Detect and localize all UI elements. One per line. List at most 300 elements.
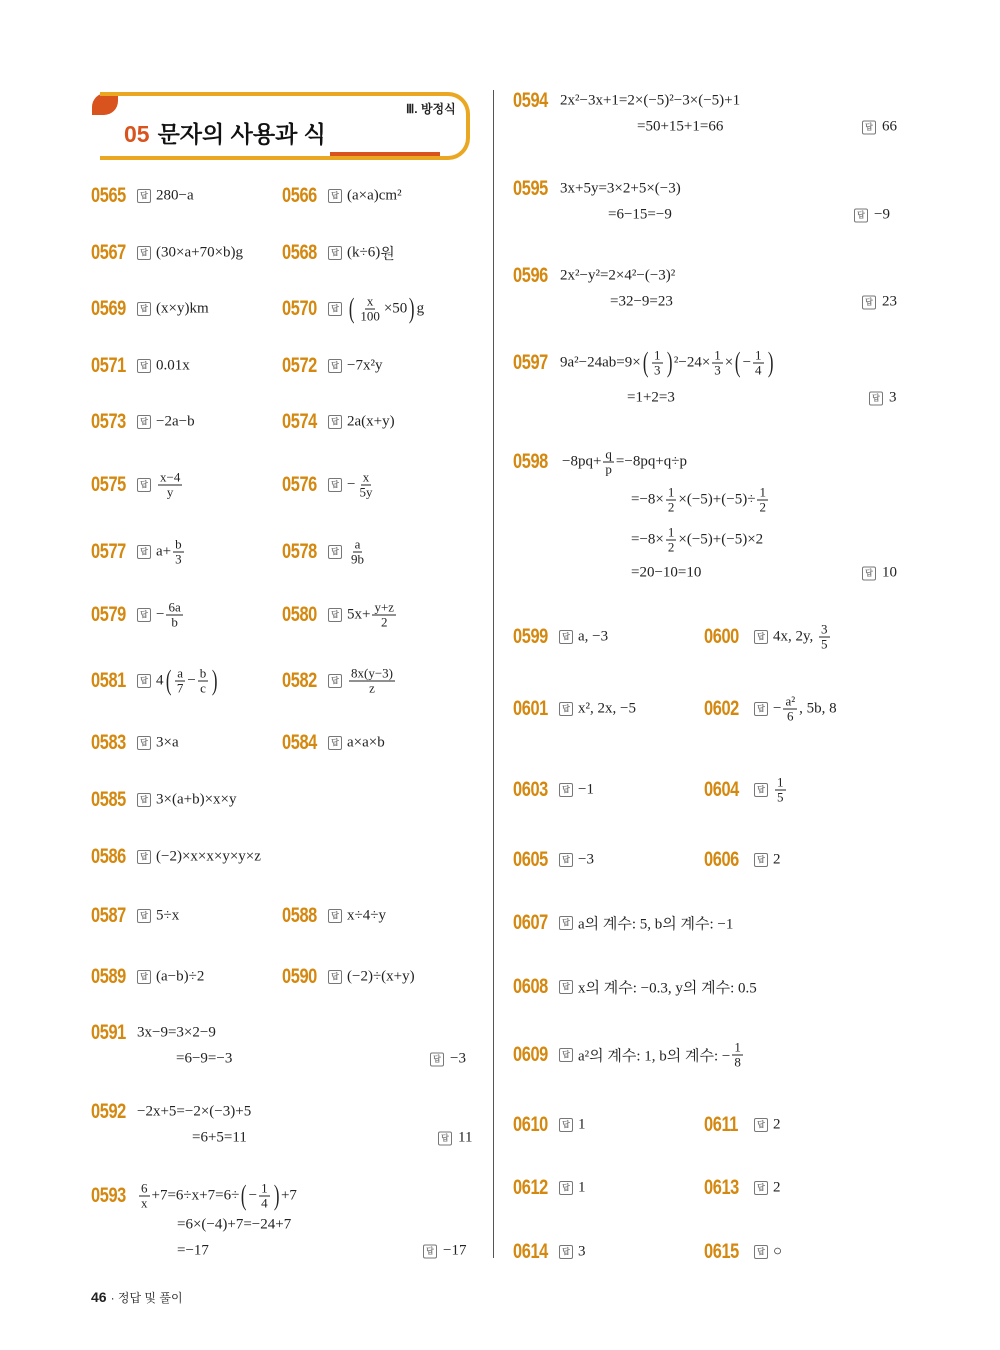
answer-mark-icon: 답 <box>137 909 151 923</box>
answer-mark-icon: 답 <box>328 359 342 373</box>
problem-number: 0570 <box>282 297 317 320</box>
answer-expression <box>347 538 368 567</box>
solution-line <box>627 390 675 407</box>
fraction-denominator: 2 <box>381 614 388 630</box>
answer-expression <box>347 295 424 324</box>
answer-expression <box>156 414 195 431</box>
answer-expression <box>773 776 788 805</box>
fraction <box>757 486 768 515</box>
answer-expression <box>347 735 385 752</box>
math-text: a, −3 <box>578 628 609 645</box>
solution-line <box>192 1130 247 1147</box>
problem-number: 0601 <box>513 697 548 720</box>
answer-mark-icon: 답 <box>137 415 151 429</box>
problem-number: 0599 <box>513 625 548 648</box>
answer-mark-icon: 답 <box>754 853 768 867</box>
problem-number: 0592 <box>91 1100 126 1123</box>
answer-mark-icon: 답 <box>438 1131 452 1145</box>
math-text: ²−24× <box>673 354 711 371</box>
fraction-numerator: x <box>362 469 370 485</box>
answer-mark-icon: 답 <box>328 415 342 429</box>
fraction <box>358 295 382 324</box>
answer-expression <box>347 601 398 630</box>
solution-line <box>610 294 673 311</box>
math-text: − <box>156 606 165 623</box>
fraction-denominator: 2 <box>759 499 766 515</box>
fraction-denominator: 5 <box>777 789 784 805</box>
math-text: a×a×b <box>347 734 385 751</box>
math-text: =6+5=11 <box>192 1129 247 1146</box>
problem-number: 0598 <box>513 450 548 473</box>
fraction-numerator: 6 <box>141 1180 148 1196</box>
fraction <box>139 1182 150 1211</box>
answer-mark-icon: 답 <box>137 189 151 203</box>
answer-mark-icon: 답 <box>137 736 151 750</box>
fraction-denominator: x <box>141 1195 148 1211</box>
answer-mark-icon: 답 <box>328 302 342 316</box>
answer-mark-icon: 답 <box>559 853 573 867</box>
fraction-numerator: 8x(y−3) <box>351 665 393 681</box>
answer-expression <box>347 188 402 205</box>
math-text: =−8× <box>631 491 664 508</box>
answer-expression <box>578 701 636 718</box>
math-text: =−8× <box>631 531 664 548</box>
solution-answer <box>423 1243 466 1260</box>
big-parenthesis: ( <box>165 665 171 696</box>
problem-number: 0576 <box>282 473 317 496</box>
problem-number: 0586 <box>91 845 126 868</box>
problem-number: 0582 <box>282 669 317 692</box>
math-text: − <box>248 1187 258 1204</box>
solution-answer <box>862 565 897 582</box>
answer-mark-icon: 답 <box>754 783 768 797</box>
math-text: 2 <box>773 1116 781 1133</box>
answer-mark-icon: 답 <box>754 702 768 716</box>
answer-expression <box>156 301 209 318</box>
math-text: x², 2x, −5 <box>578 700 636 717</box>
answer-mark-icon: 답 <box>754 630 768 644</box>
answer-mark-icon: 답 <box>559 916 573 930</box>
problem-number: 0566 <box>282 184 317 207</box>
answer-expression <box>773 1244 782 1261</box>
answer-mark-icon: 답 <box>137 850 151 864</box>
math-text: −9 <box>874 206 890 223</box>
fraction-denominator: b <box>171 614 178 630</box>
math-text: × <box>724 354 734 371</box>
fraction-denominator: 5y <box>359 484 373 500</box>
fraction-numerator: a <box>354 536 361 552</box>
fraction <box>198 667 209 696</box>
problem-number: 0590 <box>282 965 317 988</box>
answer-mark-icon: 답 <box>137 793 151 807</box>
math-text: (a×a) <box>347 187 379 204</box>
fraction-denominator: c <box>200 680 206 696</box>
fraction-denominator: 7 <box>176 680 184 696</box>
problem-number: 0569 <box>91 297 126 320</box>
math-text: 1 <box>578 1179 586 1196</box>
fraction-numerator: b <box>175 536 182 552</box>
problem-number: 0583 <box>91 731 126 754</box>
answer-expression <box>156 908 179 925</box>
math-text: −3 <box>578 851 594 868</box>
big-parenthesis: ( <box>642 347 649 378</box>
answer-mark-icon: 답 <box>137 608 151 622</box>
footer-label: · 정답 및 풀이 <box>110 1291 183 1305</box>
math-text: 2x²−y²=2×4²−(−3)² <box>560 267 676 284</box>
fraction-denominator: z <box>369 680 375 696</box>
problem-number: 0606 <box>704 848 739 871</box>
fraction <box>819 623 830 652</box>
problem-number: 0604 <box>704 778 739 801</box>
answer-expression <box>156 245 243 262</box>
fraction-denominator: 2 <box>667 539 675 555</box>
header-accent-bar <box>330 152 440 156</box>
math-text: a+ <box>156 543 172 560</box>
solution-line <box>608 207 672 224</box>
answer-mark-icon: 답 <box>423 1244 437 1258</box>
chapter-number: 05 <box>124 121 150 147</box>
problem-number: 0610 <box>513 1113 548 1136</box>
answer-mark-icon: 답 <box>862 120 876 134</box>
math-text: −8pq+ <box>562 453 602 470</box>
fraction-numerator: 6a <box>168 599 181 615</box>
fraction-numerator: 1 <box>777 774 784 790</box>
answer-expression <box>156 358 190 375</box>
math-text: a²의 계수: 1, b의 계수: − <box>578 1048 731 1065</box>
answer-mark-icon: 답 <box>328 674 342 688</box>
big-parenthesis: ) <box>212 665 218 696</box>
fraction-numerator: 1 <box>714 347 721 363</box>
solution-line <box>177 1243 209 1260</box>
fraction-numerator: a² <box>785 693 796 709</box>
fraction-numerator: y+z <box>374 599 395 615</box>
answer-expression <box>578 1244 586 1261</box>
fraction-numerator: q <box>605 446 612 462</box>
problem-number: 0608 <box>513 975 548 998</box>
answer-mark-icon: 답 <box>137 970 151 984</box>
math-text: ○ <box>773 1243 783 1260</box>
fraction-denominator: 3 <box>175 551 182 567</box>
fraction-denominator: 5 <box>821 636 828 652</box>
solution-line <box>137 1182 297 1211</box>
solution-line <box>560 349 775 378</box>
problem-number: 0600 <box>704 625 739 648</box>
unit-text: cm² <box>378 187 402 204</box>
answer-expression <box>156 471 184 500</box>
fraction-denominator: 100 <box>360 308 380 324</box>
math-text: (30×a+70×b) <box>156 244 236 261</box>
fraction-denominator: 2 <box>667 499 675 515</box>
math-text: 2x²−3x+1=2×(−5)²−3×(−5)+1 <box>560 92 741 109</box>
answer-mark-icon: 답 <box>559 630 573 644</box>
fraction-numerator: x <box>366 293 374 309</box>
solution-line <box>637 119 723 136</box>
math-text: −2a−b <box>156 413 195 430</box>
math-text: −7x²y <box>347 357 383 374</box>
fraction-denominator: y <box>166 484 174 500</box>
math-text: 2 <box>773 851 781 868</box>
math-text: 3 <box>578 1243 586 1260</box>
math-text: +7 <box>280 1187 297 1204</box>
math-text: =1+2=3 <box>627 389 675 406</box>
math-text: x의 계수: −0.3, y의 계수: 0.5 <box>578 980 757 997</box>
solution-line <box>631 565 701 582</box>
math-text: (−2)×x×x×y×y×z <box>156 848 261 865</box>
fraction-numerator: 1 <box>759 484 766 500</box>
answer-expression <box>347 243 395 264</box>
fraction-numerator: 1 <box>654 347 661 363</box>
problem-number: 0595 <box>513 177 548 200</box>
math-text: , 5b, 8 <box>799 700 837 717</box>
solution-line <box>631 486 770 515</box>
fraction-numerator: 1 <box>261 1180 268 1196</box>
answer-expression <box>578 782 594 799</box>
math-text: −2x+5=−2×(−3)+5 <box>137 1103 252 1120</box>
math-text: a의 계수: 5, b의 계수: −1 <box>578 916 734 933</box>
answer-expression <box>347 667 397 696</box>
fraction-denominator: 9b <box>351 551 364 567</box>
math-text: (−2)÷(x+y) <box>347 968 415 985</box>
answer-mark-icon: 답 <box>559 702 573 716</box>
answer-mark-icon: 답 <box>137 302 151 316</box>
answer-expression <box>156 849 261 866</box>
answer-mark-icon: 답 <box>137 674 151 688</box>
solution-line <box>631 526 763 555</box>
answer-mark-icon: 답 <box>754 1245 768 1259</box>
fraction <box>357 471 374 500</box>
answer-expression <box>347 969 415 986</box>
problem-number: 0614 <box>513 1240 548 1263</box>
problem-number: 0584 <box>282 731 317 754</box>
math-text: 4x, 2y, <box>773 628 818 645</box>
big-parenthesis: ( <box>241 1180 247 1211</box>
fraction <box>372 601 396 630</box>
answer-expression <box>156 601 185 630</box>
solution-answer <box>862 294 897 311</box>
problem-number: 0591 <box>91 1021 126 1044</box>
math-text: 5x+ <box>347 606 371 623</box>
fraction-numerator: 1 <box>734 1039 741 1055</box>
solution-line <box>562 448 687 477</box>
math-text: −3 <box>450 1050 466 1067</box>
fraction <box>753 349 764 378</box>
math-text: − <box>773 700 782 717</box>
problem-number: 0587 <box>91 904 126 927</box>
solution-line <box>560 93 740 110</box>
math-text: 3x−9=3×2−9 <box>137 1024 216 1041</box>
math-text: 23 <box>882 293 897 310</box>
big-parenthesis: ) <box>273 1180 280 1211</box>
solution-answer <box>430 1051 466 1068</box>
math-text: 0.01x <box>156 357 190 374</box>
fraction-denominator: p <box>605 461 612 477</box>
fraction <box>732 1041 743 1070</box>
problem-number: 0588 <box>282 904 317 927</box>
math-text: =−17 <box>177 1242 209 1259</box>
fraction-numerator: 1 <box>667 524 675 540</box>
answer-mark-icon: 답 <box>430 1052 444 1066</box>
solution-answer <box>438 1130 472 1147</box>
fraction-denominator: 8 <box>734 1054 741 1070</box>
problem-number: 0578 <box>282 540 317 563</box>
problem-number: 0613 <box>704 1176 739 1199</box>
page-footer <box>91 1289 183 1306</box>
problem-number: 0611 <box>704 1113 738 1136</box>
problem-number: 0573 <box>91 410 126 433</box>
problem-number: 0602 <box>704 697 739 720</box>
math-text: =−8pq+q÷p <box>615 453 688 470</box>
solution-answer <box>869 390 897 407</box>
answer-mark-icon: 답 <box>137 359 151 373</box>
fraction-numerator: 3 <box>821 621 828 637</box>
math-text: 10 <box>882 564 897 581</box>
fraction <box>603 448 614 477</box>
answer-mark-icon: 답 <box>328 909 342 923</box>
answer-mark-icon: 답 <box>328 736 342 750</box>
fraction <box>666 526 677 555</box>
solution-answer <box>854 207 890 224</box>
big-parenthesis: ) <box>409 293 415 324</box>
fraction <box>175 667 186 696</box>
math-text: 2 <box>773 1179 781 1196</box>
big-parenthesis: ( <box>348 293 355 324</box>
math-text: =50+15+1=66 <box>637 118 724 135</box>
answer-mark-icon: 답 <box>328 545 342 559</box>
answer-mark-icon: 답 <box>328 608 342 622</box>
answer-expression <box>578 1041 745 1070</box>
answer-mark-icon: 답 <box>559 980 573 994</box>
math-text: −17 <box>443 1242 467 1259</box>
fraction <box>712 349 723 378</box>
answer-mark-icon: 답 <box>869 391 883 405</box>
fraction <box>349 667 395 696</box>
fraction-numerator: b <box>199 665 207 681</box>
answer-expression <box>156 667 220 696</box>
problem-number: 0593 <box>91 1184 126 1207</box>
math-text: ×50 <box>383 300 408 317</box>
answer-expression <box>578 913 733 934</box>
math-text: 9a²−24ab=9× <box>560 354 641 371</box>
math-text: =6−9=−3 <box>176 1050 233 1067</box>
solution-line <box>137 1104 251 1121</box>
math-text: (k÷6) <box>347 244 381 261</box>
problem-number: 0574 <box>282 410 317 433</box>
chapter-title-text: 문자의 사용과 식 <box>157 121 326 147</box>
math-text: 3×(a+b)×x×y <box>156 791 237 808</box>
math-text: ×(−5)+(−5)÷ <box>678 491 756 508</box>
problem-number: 0571 <box>91 354 126 377</box>
answer-expression <box>156 792 237 809</box>
answer-mark-icon: 답 <box>328 970 342 984</box>
answer-expression <box>347 471 376 500</box>
answer-mark-icon: 답 <box>559 1245 573 1259</box>
solution-line <box>137 1025 216 1042</box>
math-text: 2a(x+y) <box>347 413 395 430</box>
fraction-numerator: a <box>177 665 183 681</box>
answer-expression <box>347 908 386 925</box>
fraction <box>652 349 663 378</box>
math-text: 11 <box>458 1129 473 1146</box>
fraction-numerator: x−4 <box>160 469 181 485</box>
fraction-denominator: 4 <box>261 1195 268 1211</box>
math-text: 5÷x <box>156 907 180 924</box>
answer-mark-icon: 답 <box>137 545 151 559</box>
problem-number: 0605 <box>513 848 548 871</box>
math-text: − <box>187 672 196 689</box>
fraction <box>166 601 182 630</box>
answer-mark-icon: 답 <box>137 246 151 260</box>
answer-expression <box>578 1180 586 1197</box>
fraction-numerator: 1 <box>755 347 762 363</box>
math-text: =32−9=23 <box>610 293 673 310</box>
answer-expression <box>773 623 832 652</box>
problem-number: 0577 <box>91 540 126 563</box>
math-text: (a−b)÷2 <box>156 968 205 985</box>
unit-text: g <box>416 300 425 317</box>
problem-number: 0607 <box>513 911 548 934</box>
math-text: 3 <box>889 389 897 406</box>
big-parenthesis: ) <box>666 347 672 378</box>
fraction <box>666 486 677 515</box>
problem-number: 0572 <box>282 354 317 377</box>
solution-line <box>560 181 681 198</box>
math-text: =20−10=10 <box>631 564 702 581</box>
answer-mark-icon: 답 <box>559 1181 573 1195</box>
fraction <box>158 471 182 500</box>
answer-expression <box>347 358 382 375</box>
fraction-denominator: 6 <box>787 708 794 724</box>
math-text: =6×(−4)+7=−24+7 <box>177 1216 292 1233</box>
answer-mark-icon: 답 <box>328 246 342 260</box>
answer-mark-icon: 답 <box>559 1048 573 1062</box>
answer-mark-icon: 답 <box>854 208 868 222</box>
math-text: =6−15=−9 <box>608 206 672 223</box>
answer-expression <box>156 735 179 752</box>
answer-mark-icon: 답 <box>754 1118 768 1132</box>
chapter-title <box>124 116 326 149</box>
answer-mark-icon: 답 <box>137 478 151 492</box>
answer-expression <box>773 852 781 869</box>
solution-answer <box>862 119 897 136</box>
math-text: 3×a <box>156 734 179 751</box>
problem-number: 0589 <box>91 965 126 988</box>
big-parenthesis: ) <box>767 347 774 378</box>
problem-number: 0612 <box>513 1176 548 1199</box>
problem-number: 0581 <box>91 669 126 692</box>
answer-mark-icon: 답 <box>328 189 342 203</box>
problem-number: 0580 <box>282 603 317 626</box>
problem-number: 0565 <box>91 184 126 207</box>
math-text: 280−a <box>156 187 194 204</box>
problem-number: 0597 <box>513 351 548 374</box>
problem-number: 0579 <box>91 603 126 626</box>
fraction-denominator: 3 <box>654 362 661 378</box>
solution-line <box>176 1051 232 1068</box>
big-parenthesis: ( <box>735 347 741 378</box>
math-text: 4 <box>156 672 164 689</box>
unit-text: g <box>235 244 244 261</box>
fraction-denominator: 3 <box>714 362 721 378</box>
answer-mark-icon: 답 <box>754 1181 768 1195</box>
answer-mark-icon: 답 <box>559 783 573 797</box>
answer-expression <box>347 414 395 431</box>
problem-number: 0567 <box>91 241 126 264</box>
math-text: −1 <box>578 781 594 798</box>
answer-expression <box>156 538 186 567</box>
answer-expression <box>773 1117 781 1134</box>
answer-expression <box>578 852 594 869</box>
fraction <box>173 538 184 567</box>
